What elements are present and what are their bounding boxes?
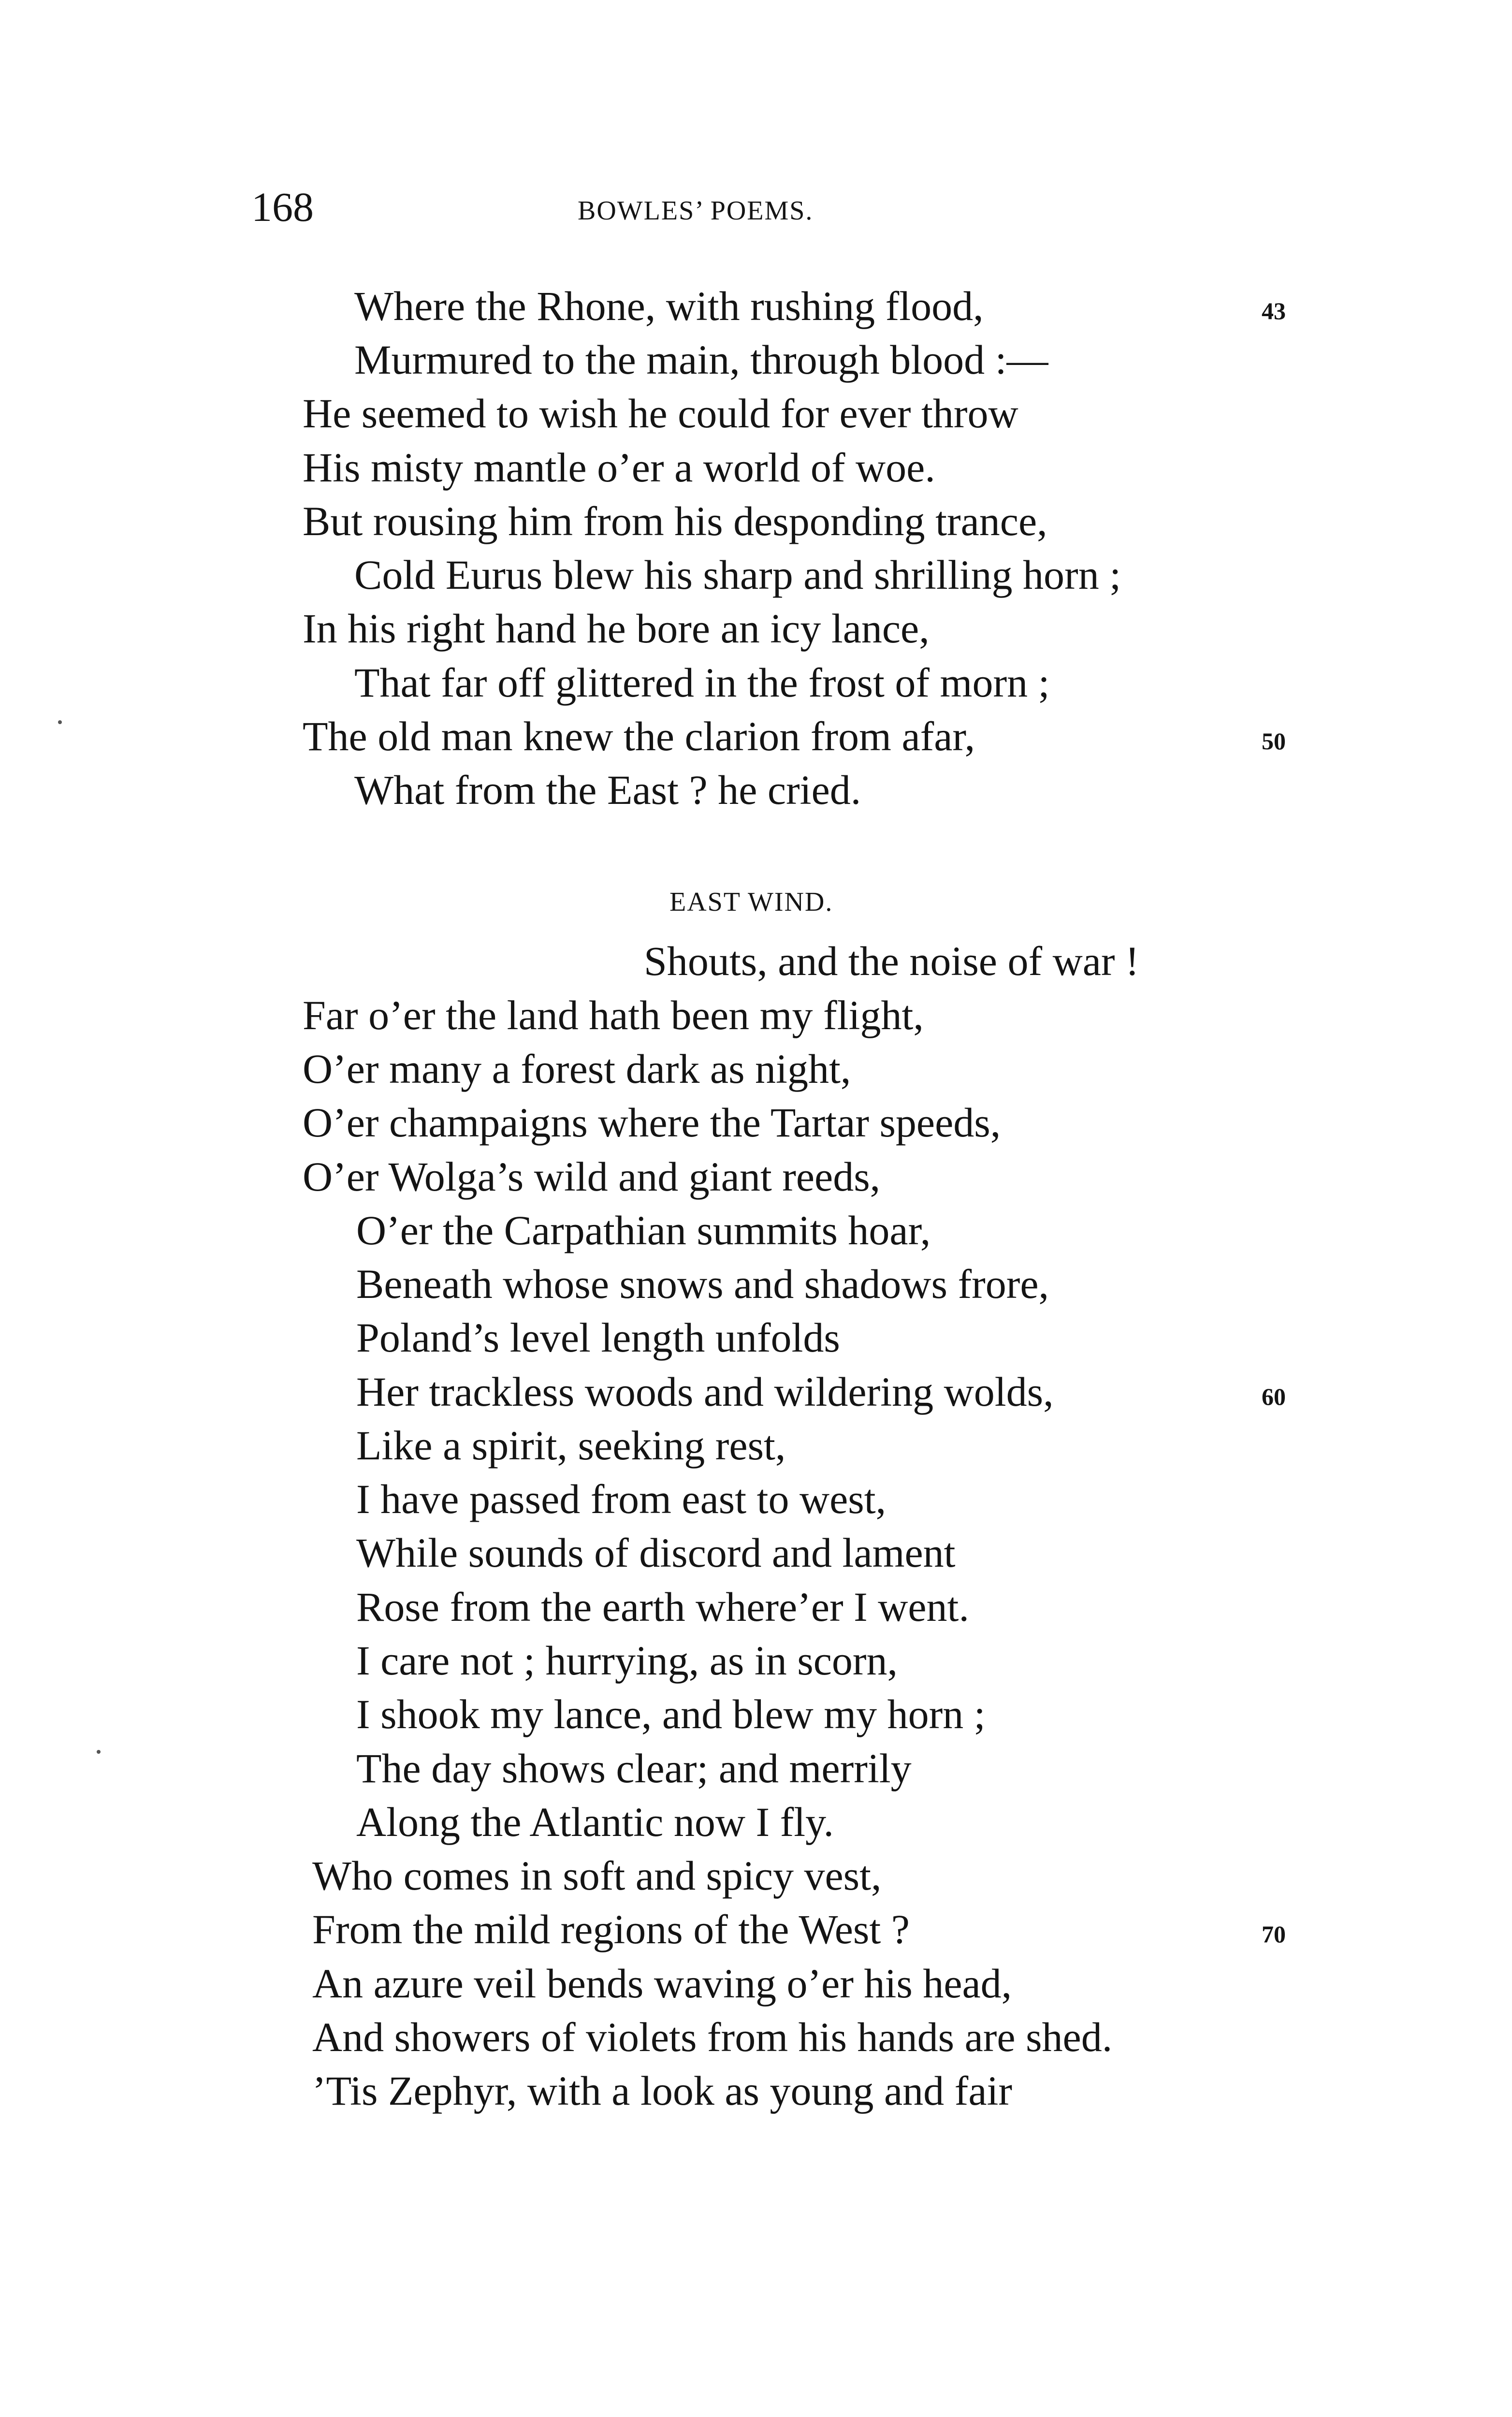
verse-line: An azure veil bends waving o’er his head, [312,1960,1012,2007]
verse-line: Murmured to the main, through blood :— [354,336,1048,383]
verse-line: Shouts, and the noise of war ! [644,938,1139,984]
line-number: 60 [1262,1383,1286,1410]
verse-line: The old man knew the clarion from afar, [303,713,975,759]
verse-line: From the mild regions of the West ? [312,1906,910,1952]
verse-line: O’er Wolga’s wild and giant reeds, [303,1153,881,1200]
verse-line: He seemed to wish he could for ever throw [303,390,1018,437]
verse-line: Where the Rhone, with rushing flood, [354,283,984,329]
running-head: BOWLES’ POEMS. [578,196,814,226]
verse-line: In his right hand he bore an icy lance, [303,605,930,652]
scan-speck [97,1750,101,1754]
section-heading: EAST WIND. [669,887,833,917]
verse-line: But rousing him from his desponding trance, [303,498,1047,544]
verse-line: While sounds of discord and lament [356,1529,956,1576]
verse-line: Poland’s level length unfolds [356,1314,840,1361]
page-number: 168 [251,184,314,230]
verse-line: That far off glittered in the frost of morn ; [354,659,1050,706]
verse-line: Rose from the earth where’er I went. [356,1584,969,1630]
verse-line: What from the East ? he cried. [354,767,861,813]
scan-speck [58,720,62,724]
verse-line: The day shows clear; and merrily [356,1745,912,1791]
verse-line: Along the Atlantic now I fly. [356,1799,834,1845]
verse-line: O’er champaigns where the Tartar speeds, [303,1099,1001,1146]
verse-line: Far o’er the land hath been my flight, [303,992,924,1038]
verse-line: I have passed from east to west, [356,1476,887,1522]
verse-line: I shook my lance, and blew my horn ; [356,1691,986,1737]
line-number: 50 [1262,728,1286,755]
verse-line: His misty mantle o’er a world of woe. [303,444,935,491]
verse-line: And showers of violets from his hands are shed. [312,2014,1113,2060]
line-number: 43 [1262,297,1286,324]
verse-line: Who comes in soft and spicy vest, [312,1852,882,1899]
verse-line: Her trackless woods and wildering wolds, [356,1369,1054,1415]
verse-line: Like a spirit, seeking rest, [356,1422,786,1469]
line-number: 70 [1262,1921,1286,1948]
verse-line: Beneath whose snows and shadows frore, [356,1261,1049,1307]
verse-line: O’er many a forest dark as night, [303,1046,851,1092]
verse-line: ’Tis Zephyr, with a look as young and fair [312,2068,1013,2114]
verse-line: Cold Eurus blew his sharp and shrilling horn ; [354,552,1121,598]
verse-line: O’er the Carpathian summits hoar, [356,1207,931,1253]
verse-line: I care not ; hurrying, as in scorn, [356,1637,898,1684]
